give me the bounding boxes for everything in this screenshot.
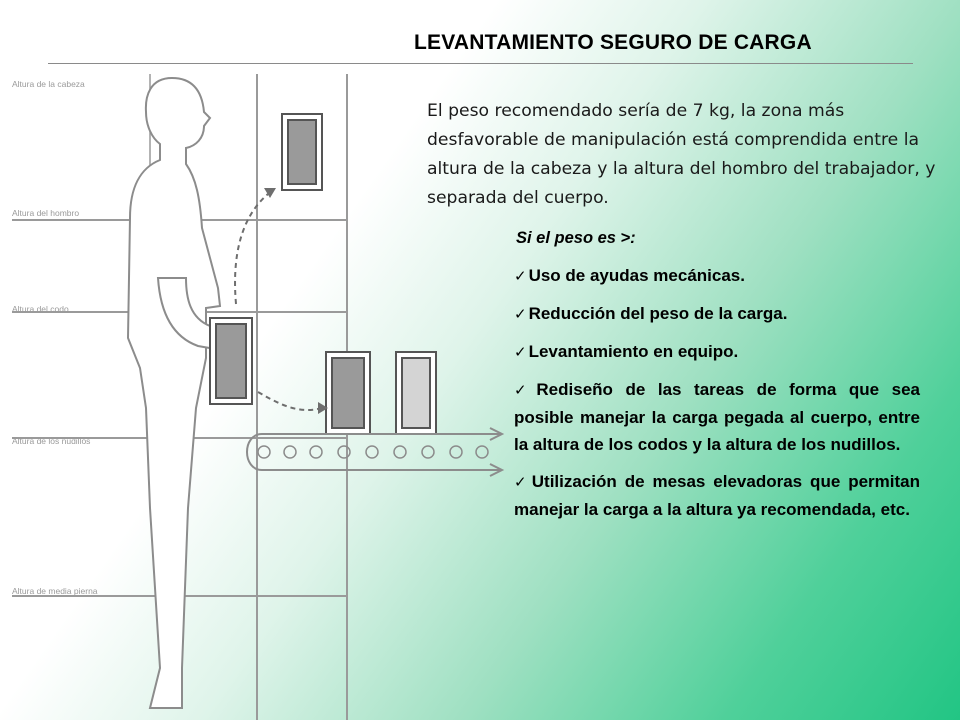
list-item-text: Reducción del peso de la carga. — [528, 304, 788, 323]
list-item — [514, 338, 920, 366]
page-title: LEVANTAMIENTO SEGURO DE CARGA — [414, 31, 812, 54]
list-item-text: Levantamiento en equipo. — [528, 342, 739, 361]
check-mark-icon: ✓ — [514, 343, 527, 361]
list-item-text: Rediseño de las tareas de forma que sea posible manejar la carga pegada al cuerpo, entre la altura de los codos y la altura de los nudillos. — [514, 380, 920, 454]
label-elbow-height: Altura del codo — [12, 304, 69, 314]
check-mark-icon: ✓ — [514, 473, 530, 491]
check-mark-icon: ✓ — [514, 267, 527, 285]
label-knuckle-height: Altura de los nudillos — [12, 436, 91, 446]
list-item — [514, 376, 920, 458]
arrow-heads — [264, 188, 328, 414]
intro-paragraph: El peso recomendado sería de 7 kg, la zona más desfavorable de manipulación está comprendida entre la altura de la cabeza y la altura del hombro del trabajador, y separada del cuerpo. — [427, 101, 936, 208]
list-item — [514, 262, 920, 290]
title-divider — [48, 63, 913, 64]
weight-condition: Si el peso es >: — [516, 229, 636, 247]
list-item-text: Uso de ayudas mecánicas. — [528, 266, 745, 285]
check-mark-icon: ✓ — [514, 381, 535, 399]
conveyor-belt — [247, 428, 502, 476]
label-head-height: Altura de la cabeza — [12, 79, 85, 89]
list-item-text: Utilización de mesas elevadoras que permitan manejar la carga a la altura ya recomendada, etc. — [514, 472, 920, 519]
list-item — [514, 300, 920, 328]
check-mark-icon: ✓ — [514, 305, 527, 323]
label-midleg-height: Altura de media pierna — [12, 586, 98, 596]
recommendations-list — [514, 262, 920, 533]
label-shoulder-height: Altura del hombro — [12, 208, 80, 218]
list-item — [514, 468, 920, 523]
load-boxes — [210, 114, 436, 434]
